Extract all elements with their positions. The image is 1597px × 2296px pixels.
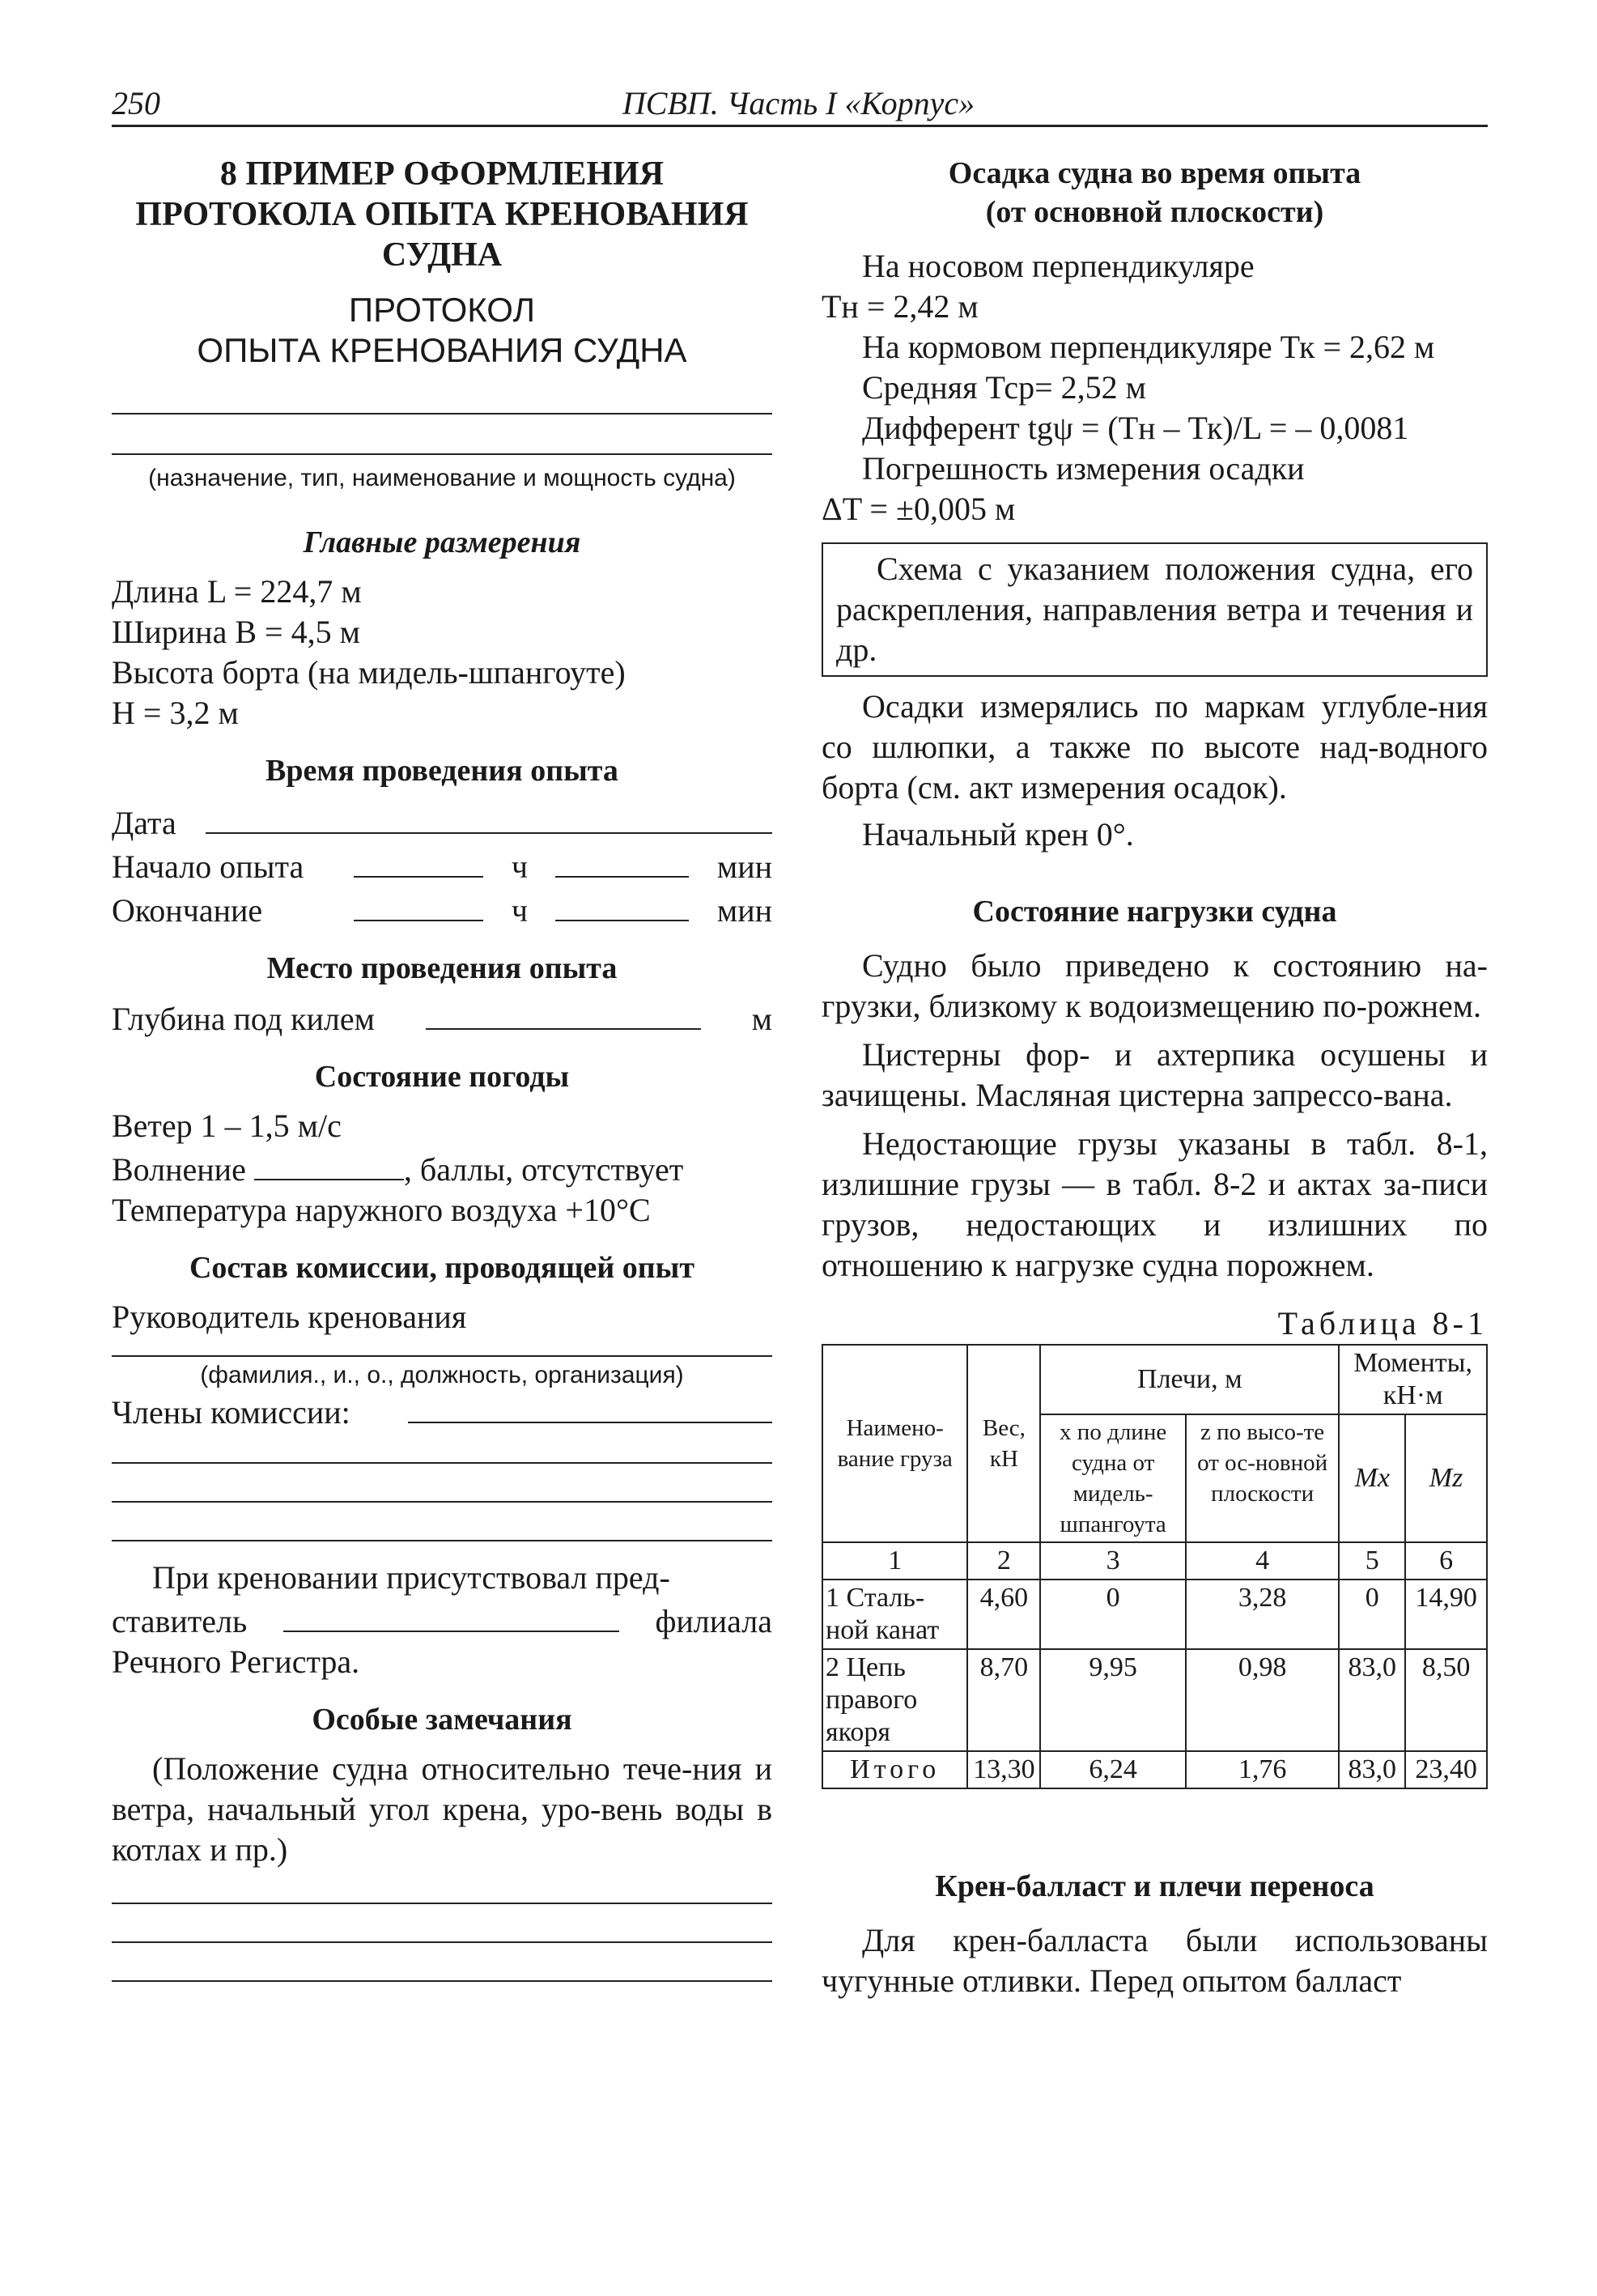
- cell-z: 0,98: [1186, 1649, 1339, 1751]
- col-number: 6: [1405, 1542, 1487, 1580]
- remarks-line-3: [112, 1980, 772, 1982]
- start-hours-unit: ч: [511, 848, 528, 885]
- width-text: Ширина B = 4,5 м: [112, 614, 360, 650]
- waves-text: , баллы, отсутствует: [403, 1151, 684, 1188]
- end-label: Окончание: [112, 892, 263, 929]
- date-field: [206, 800, 772, 834]
- vessel-caption: (назначение, тип, наименование и мощность судна): [148, 465, 736, 491]
- total-x: 6,24: [1040, 1751, 1186, 1788]
- waves-field: [254, 1146, 404, 1180]
- load-paragraph-3: Недостающие грузы указаны в табл. 8-1, излишние грузы — в табл. 8-2 и актах за-писи грузов, недостающих и излишних по отношению к нагрузке судна порожнем.: [822, 1125, 1488, 1283]
- col-number: 2: [967, 1542, 1040, 1580]
- end-hours-unit: ч: [511, 892, 528, 929]
- keel-depth-field: [426, 996, 701, 1030]
- table-header-row-1: [822, 1345, 1487, 1414]
- draft-heading-line-1: Осадка судна во время опыта: [948, 156, 1361, 190]
- total-mz: 23,40: [1405, 1751, 1487, 1788]
- start-minutes-field: [555, 844, 689, 878]
- keel-depth-unit: м: [751, 1001, 772, 1037]
- waves-label: Волнение: [112, 1151, 246, 1188]
- table-row: [822, 1649, 1487, 1751]
- col-number: 1: [822, 1542, 967, 1580]
- cell-x: 0: [1040, 1580, 1186, 1649]
- col-number: 3: [1040, 1542, 1186, 1580]
- section-title-line-1: 8 ПРИМЕР ОФОРМЛЕНИЯ: [219, 155, 665, 193]
- cell-name: 2 Цепь правого якоря: [822, 1649, 967, 1751]
- ballast-text: Для крен-балласта были использованы чугунные отливки. Перед опытом балласт: [822, 1922, 1488, 1999]
- end-row: [112, 887, 772, 931]
- table-column-numbers: [822, 1542, 1487, 1580]
- initial-heel-text: Начальный крен 0°.: [862, 816, 1134, 852]
- protocol-title-line-2: ОПЫТА КРЕНОВАНИЯ СУДНА: [197, 331, 687, 369]
- cell-mz: 14,90: [1405, 1580, 1487, 1649]
- header-mx: Mx: [1339, 1414, 1405, 1542]
- date-row: [112, 800, 772, 844]
- header-rule: [112, 125, 1488, 127]
- weather-heading: Состояние погоды: [314, 1060, 570, 1094]
- stern-text: На кормовом перпендикуляре Тк = 2,62 м: [862, 329, 1435, 365]
- drafts-measured-text: Осадки измерялись по маркам углубле-ния со шлюпки, а также по высоте над-водного борта (см. акт измерения осадок).: [822, 688, 1488, 806]
- load-heading: Состояние нагрузки судна: [972, 895, 1337, 929]
- scheme-box: [822, 542, 1488, 677]
- leader-line: [112, 1355, 772, 1357]
- leader-label: Руководитель кренования: [112, 1299, 467, 1335]
- error-value: ΔT = ±0,005 м: [822, 491, 1016, 527]
- ballast-heading: Крен-балласт и плечи переноса: [935, 1869, 1374, 1903]
- error-label: Погрешность измерения осадки: [862, 450, 1305, 487]
- total-mx: 83,0: [1339, 1751, 1405, 1788]
- table-row: [822, 1580, 1487, 1649]
- length-text: Длина L = 224,7 м: [112, 573, 362, 610]
- load-paragraph-2: Цистерны фор- и ахтерпика осушены и зачищены. Масляная цистерна запрессо-вана.: [822, 1036, 1488, 1113]
- load-paragraph-1: Судно было приведено к состоянию на-грузки, близкому к водоизмещению по-рожнем.: [822, 947, 1488, 1024]
- header-z: z по высо-те от ос-новной плоскости: [1186, 1414, 1339, 1542]
- date-label: Дата: [112, 805, 176, 841]
- representative-field: [283, 1598, 619, 1632]
- page-number: 250: [112, 85, 160, 121]
- left-column: [112, 154, 772, 1982]
- start-minutes-unit: мин: [716, 848, 772, 885]
- table-label: Таблица 8-1: [1277, 1305, 1488, 1341]
- depth-value: H = 3,2 м: [112, 695, 239, 731]
- members-row: [112, 1389, 772, 1433]
- representative-line-1: При креновании присутствовал пред-: [152, 1559, 670, 1596]
- section-title-line-2: ПРОТОКОЛА ОПЫТА КРЕНОВАНИЯ: [135, 196, 749, 233]
- cell-name: 1 Сталь-ной канат: [822, 1580, 967, 1649]
- trim-text: Дифферент tgψ = (Тн – Тк)/L = – 0,0081: [862, 410, 1409, 446]
- vessel-line-2: [112, 453, 772, 455]
- time-heading: Время проведения опыта: [265, 754, 618, 788]
- header-arms: Плечи, м: [1040, 1345, 1339, 1414]
- header-x: x по длине судна от мидель-шпангоута: [1040, 1414, 1186, 1542]
- cell-mx: 83,0: [1339, 1649, 1405, 1751]
- draft-heading-line-2: (от основной плоскости): [985, 195, 1324, 229]
- table-total-row: [822, 1751, 1487, 1788]
- total-weight: 13,30: [967, 1751, 1040, 1788]
- right-column: [822, 154, 1488, 2001]
- header-weight: Вес, кН: [967, 1345, 1040, 1542]
- members-field: [408, 1389, 772, 1423]
- representative-row: [112, 1598, 772, 1642]
- end-hours-field: [354, 887, 483, 921]
- dimensions-heading: Главные размерения: [303, 525, 581, 559]
- waves-row: [112, 1146, 772, 1190]
- bow-label: На носовом перпендикуляре: [862, 248, 1255, 284]
- cell-weight: 8,70: [967, 1649, 1040, 1751]
- protocol-title-line-1: ПРОТОКОЛ: [348, 291, 536, 329]
- commission-heading: Состав комиссии, проводящей опыт: [189, 1251, 695, 1285]
- header-name: Наимено-вание груза: [822, 1345, 967, 1542]
- scheme-text: Схема с указанием положения судна, его раскрепления, направления ветра и течения и др.: [836, 551, 1473, 668]
- air-temp-text: Температура наружного воздуха +10°С: [112, 1192, 651, 1228]
- cell-mz: 8,50: [1405, 1649, 1487, 1751]
- total-z: 1,76: [1186, 1751, 1339, 1788]
- end-minutes-field: [555, 887, 689, 921]
- start-row: [112, 844, 772, 887]
- place-heading: Место проведения опыта: [266, 951, 618, 985]
- end-minutes-unit: мин: [716, 892, 772, 929]
- start-hours-field: [354, 844, 483, 878]
- col-number: 5: [1339, 1542, 1405, 1580]
- cell-mx: 0: [1339, 1580, 1405, 1649]
- col-number: 4: [1186, 1542, 1339, 1580]
- header-mz: Mz: [1405, 1414, 1487, 1542]
- section-title-line-3: СУДНА: [381, 236, 503, 274]
- start-label: Начало опыта: [112, 848, 304, 885]
- mean-draft-text: Средняя Тср= 2,52 м: [862, 369, 1146, 406]
- representative-label: ставитель: [112, 1603, 248, 1639]
- total-label: Итого: [822, 1751, 967, 1788]
- loads-table: [822, 1344, 1488, 1789]
- remarks-text: (Положение судна относительно тече-ния и ветра, начальный угол крена, уро-вень воды в котлах и пр.): [112, 1750, 772, 1868]
- leader-caption: (фамилия., и., о., должность, организация): [200, 1362, 684, 1388]
- members-label: Члены комиссии:: [112, 1394, 350, 1431]
- keel-depth-row: [112, 996, 772, 1040]
- wind-text: Ветер 1 – 1,5 м/с: [112, 1108, 342, 1144]
- registry-text: Речного Регистра.: [112, 1643, 360, 1680]
- branch-label: филиала: [655, 1603, 772, 1639]
- cell-z: 3,28: [1186, 1580, 1339, 1649]
- bow-value: Тн = 2,42 м: [822, 288, 979, 325]
- remarks-heading: Особые замечания: [312, 1703, 572, 1737]
- header-moments: Моменты, кН·м: [1339, 1345, 1487, 1414]
- cell-x: 9,95: [1040, 1649, 1186, 1751]
- cell-weight: 4,60: [967, 1580, 1040, 1649]
- keel-depth-label: Глубина под килем: [112, 1001, 375, 1037]
- running-title: ПСВП. Часть I «Корпус»: [622, 85, 975, 121]
- depth-label: Высота борта (на мидель-шпангоуте): [112, 654, 626, 691]
